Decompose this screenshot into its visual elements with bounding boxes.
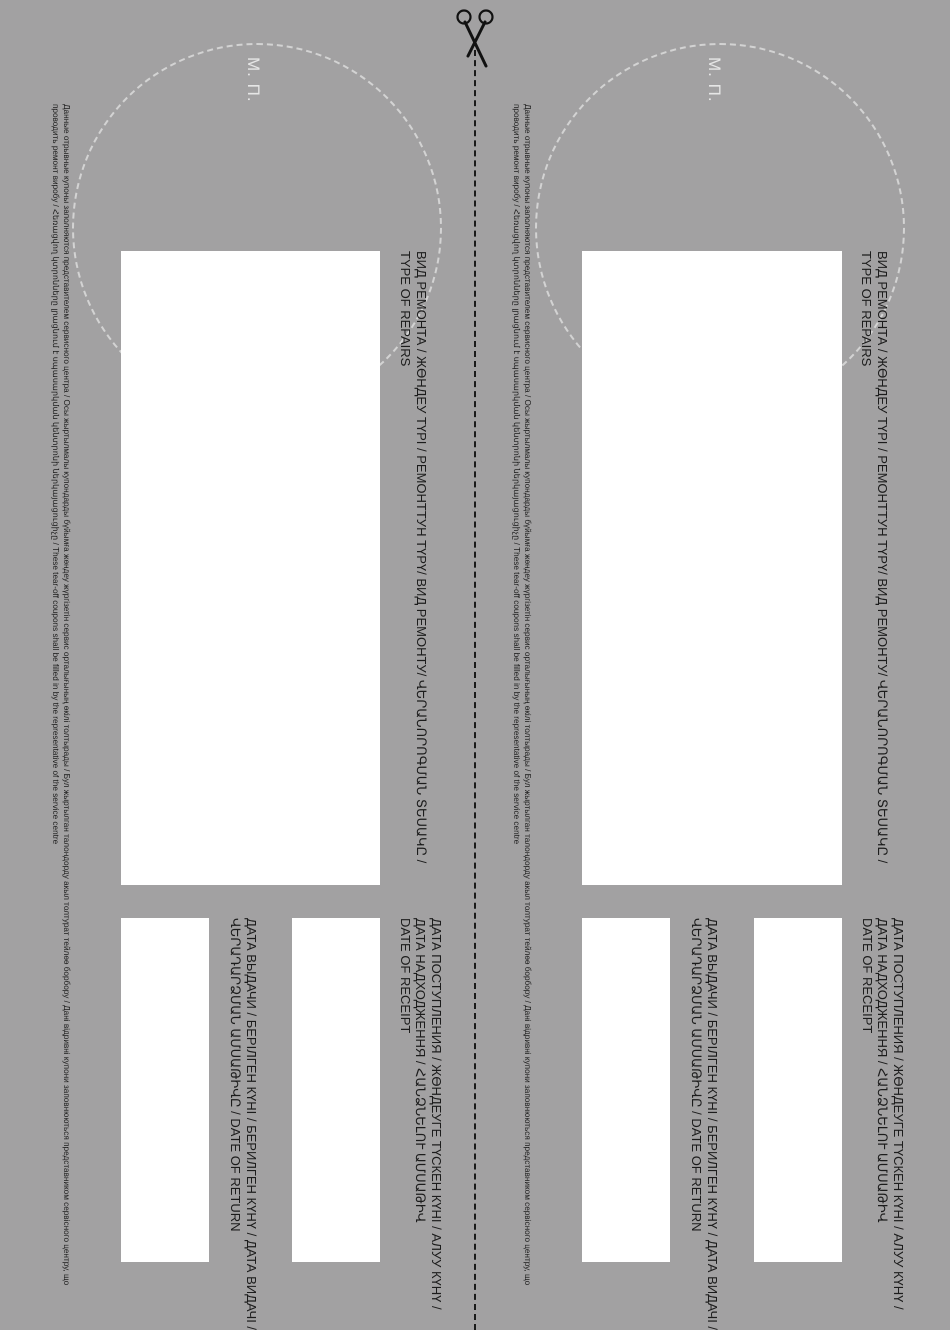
- scissors-icon: [456, 6, 494, 68]
- stamp-label-right: М. П.: [705, 57, 724, 103]
- date-of-receipt-field-left[interactable]: [292, 918, 380, 1262]
- date-of-return-label-left: ДАТА ВЫДАЧИ / БЕРІЛГЕН КҮНІ / БЕРИЛГЕН КҮНҮ / ДАТА ВИДАЧІ / ՎԵՐԱԴԱՐՁՄԱՆ ԱՄՍԱԹԻՎԸ / DATE OF RETURN: [228, 918, 259, 1330]
- type-of-repairs-field-left[interactable]: [121, 251, 380, 885]
- date-of-return-field-right[interactable]: [582, 918, 670, 1262]
- date-of-receipt-field-right[interactable]: [754, 918, 842, 1262]
- date-of-receipt-label-left: ДАТА ПОСТУПЛЕНИЯ / ЖӨНДЕУГЕ ТҮСКЕН КҮНІ / АЛУУ КҮНҮ / ДАТА НАДХОДЖЕННЯ / ՀԱՆՁՆԵԼՈՒ ԱՄՍԱԹԻՎ DATE OF RECEIPT: [397, 918, 444, 1310]
- type-of-repairs-label-left: ВИД РЕМОНТА / ЖӨНДЕУ ТҮРІ / РЕМОНТТУН ТҮРҮ/ ВИД РЕМОНТУ/ ՎԵՐԱՆՈՐՈԳՄԱՆ ՏԵՍԱԿԸ / TYPE OF REPAIRS: [398, 251, 429, 864]
- date-of-return-label-right: ДАТА ВЫДАЧИ / БЕРІЛГЕН КҮНІ / БЕРИЛГЕН КҮНҮ / ДАТА ВИДАЧІ / ՎԵՐԱԴԱՐՁՄԱՆ ԱՄՍԱԹԻՎԸ / DATE OF RETURN: [689, 918, 720, 1330]
- stamp-label-left: М. П.: [244, 57, 263, 103]
- date-of-return-field-left[interactable]: [121, 918, 209, 1262]
- type-of-repairs-label-right: ВИД РЕМОНТА / ЖӨНДЕУ ТҮРІ / РЕМОНТТУН ТҮРҮ/ ВИД РЕМОНТУ/ ՎԵՐԱՆՈՐՈԳՄԱՆ ՏԵՍԱԿԸ / TYPE OF REPAIRS: [859, 251, 890, 864]
- cut-line: [474, 40, 476, 1330]
- coupon-note-right: Данные отрывные купоны заполняются представителем сервисного центра / Осы жыртылмалы купондарды бүйымға жөндеу жүргізетін сервис орталығының өкілі толтырады / Бул жыртылган талондорду акыл толтурат тейлөө борбору / Дані відривні купони заповнюються представником сервісного центру, що проводить ремонт виробу / Հեռացվող կտրոնները լրացնում է սպասարկման կենտրոնի ներկայացուցիչը / These tear-off coupons shall be filled in by the representative of the service centre: [511, 104, 532, 1286]
- type-of-repairs-field-right[interactable]: [582, 251, 842, 885]
- coupon-note-left: Данные отрывные купоны заполняются представителем сервисного центра / Осы жыртылмалы купондарды бүйымға жөндеу жүргізетін сервис орталығының өкілі толтырады / Бул жыртылган талондорду акыл толтурат тейлөө борбору / Дані відривні купони заповнюються представником сервісного центру, що проводить ремонт виробу / Հեռացվող կտրոնները լրացնում է սպասարկման կենտրոնի ներկայացուցիչը / These tear-off coupons shall be filled in by the representative of the service centre: [50, 104, 71, 1286]
- date-of-receipt-label-right: ДАТА ПОСТУПЛЕНИЯ / ЖӨНДЕУГЕ ТҮСКЕН КҮНІ / АЛУУ КҮНҮ / ДАТА НАДХОДЖЕННЯ / ՀԱՆՁՆԵԼՈՒ ԱՄՍԱԹԻՎ DATE OF RECEIPT: [859, 918, 906, 1310]
